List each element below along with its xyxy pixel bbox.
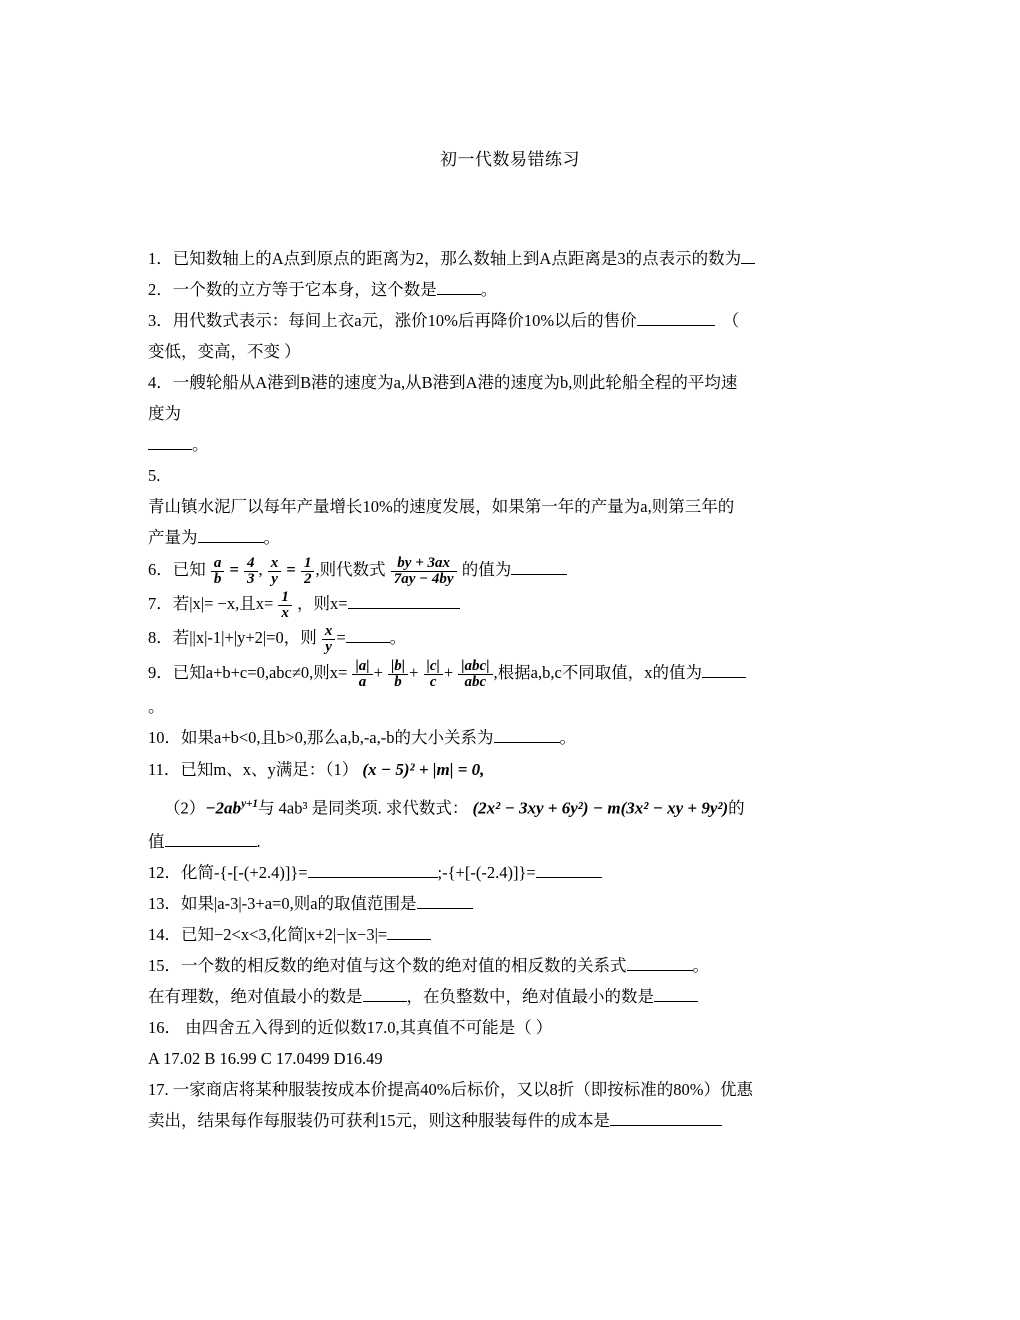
answer-blank[interactable] xyxy=(437,278,481,296)
question-9-mid: ,根据a,b,c不同取值，x的值为 xyxy=(493,663,703,682)
question-16-choices xyxy=(148,1043,878,1074)
question-2-tail: 。 xyxy=(480,280,498,299)
question-3-tail: （ xyxy=(722,311,740,330)
plus-1: + xyxy=(373,663,383,682)
question-15-cont xyxy=(148,981,878,1012)
expression-2a: −2ab xyxy=(205,798,242,818)
question-12-prefix: 12．化简-{-[-(+2.4)]}= xyxy=(148,862,308,882)
answer-blank[interactable] xyxy=(637,309,715,327)
question-4-tail: 。 xyxy=(192,435,209,454)
fraction-abs-c-over-c: $\frac{|c|}{c}$ xyxy=(424,659,443,692)
question-10-text: 10．如果a+b<0,且b>0,那么a,b,-a,-b的大小关系为 xyxy=(148,728,494,747)
fraction-1-over-2: $\frac{1}{2}$ xyxy=(301,556,315,589)
plus-3: + xyxy=(443,663,454,682)
question-3-text: 3．用代数式表示：每间上衣a元，涨价10%后再降价10%以后的售价 xyxy=(148,311,637,330)
question-7-suffix: ，则x= xyxy=(297,594,348,613)
question-11-answer xyxy=(148,826,878,857)
question-9-prefix: 9．已知a+b+c=0,abc≠0,则x= xyxy=(148,663,348,682)
question-1 xyxy=(148,243,878,274)
question-16 xyxy=(148,1012,878,1043)
answer-blank[interactable] xyxy=(417,891,473,909)
question-12-mid: ;-{+[-(-2.4)]}= xyxy=(437,862,536,882)
question-15-cont-prefix: 在有理数，绝对值最小的数是 xyxy=(148,986,363,1006)
answer-blank[interactable] xyxy=(363,984,407,1002)
answer-blank[interactable] xyxy=(198,526,264,544)
question-7-mid: 且x= xyxy=(239,594,274,613)
document-body xyxy=(148,243,878,1136)
question-14 xyxy=(148,919,878,950)
answer-blank[interactable] xyxy=(654,984,698,1002)
fraction-x-over-y: $\frac{x}{y}$ xyxy=(268,556,282,589)
question-5-tail: 。 xyxy=(263,528,280,547)
question-3-options-text: 变低，变高，不变 ） xyxy=(148,342,301,361)
page-title: 初一代数易错练习 xyxy=(440,150,580,169)
question-5-number xyxy=(148,460,878,491)
comma: , xyxy=(258,560,263,579)
answer-blank[interactable] xyxy=(346,626,390,644)
question-17 xyxy=(148,1074,878,1105)
question-15 xyxy=(148,950,878,981)
answer-blank[interactable] xyxy=(536,860,602,878)
question-17-cont xyxy=(148,1105,878,1136)
equals-sign: = xyxy=(229,560,239,579)
question-2 xyxy=(148,274,878,305)
question-10-tail: 。 xyxy=(559,728,577,747)
question-7-neg: −x, xyxy=(217,594,240,613)
answer-blank[interactable] xyxy=(148,433,192,451)
question-15-text: 15．一个数的相反数的绝对值与这个数的绝对值的相反数的关系式 xyxy=(148,955,627,975)
question-16-text: 16． 由四舍五入得到的近似数17.0,其真值不可能是（ ） xyxy=(148,1017,553,1037)
question-1-text: 1．已知数轴上的A点到原点的距离为2，那么数轴上到A点距离是3的点表示的数为 xyxy=(148,249,742,268)
answer-blank[interactable] xyxy=(308,860,438,878)
question-11-answer-tail: . xyxy=(256,831,261,851)
question-11-part2-prefix: （2） xyxy=(164,798,206,818)
question-6-suffix: 的值为 xyxy=(461,560,512,579)
question-8 xyxy=(148,622,878,656)
question-12 xyxy=(148,857,878,888)
question-9-tail-line xyxy=(148,691,878,722)
question-6 xyxy=(148,553,878,588)
expression-3-tail: 的 xyxy=(728,798,745,818)
question-9 xyxy=(148,656,878,691)
question-3 xyxy=(148,305,878,336)
question-4 xyxy=(148,367,878,398)
fraction-4-over-3: $\frac{4}{3}$ xyxy=(244,556,258,589)
answer-blank[interactable] xyxy=(627,953,693,971)
question-15-cont-mid: ，在负整数中，绝对值最小的数是 xyxy=(406,986,654,1006)
question-9-tail: 。 xyxy=(148,697,165,716)
question-5-num: 5. xyxy=(148,466,161,485)
question-4-text: 4．一艘轮船从A港到B港的速度为a,从B港到A港的速度为b,则此轮船全程的平均速 xyxy=(148,373,738,392)
question-2-text: 2．一个数的立方等于它本身，这个数是 xyxy=(148,280,437,299)
answer-blank[interactable] xyxy=(741,247,755,265)
answer-blank[interactable] xyxy=(348,592,460,610)
question-13-text: 13．如果|a-3|-3+a=0,则a的取值范围是 xyxy=(148,893,417,913)
question-11-part2 xyxy=(148,787,878,826)
fraction-expression: $\frac{by + 3ax}{7ay - 4by}$ xyxy=(391,556,457,589)
question-5 xyxy=(148,491,878,522)
question-17-text: 17. 一家商店将某种服装按成本价提高40%后标价，又以8折（即按标准的80%）优惠 xyxy=(148,1079,753,1099)
question-4-cont xyxy=(148,398,878,429)
question-5-text: 青山镇水泥厂以每年产量增长10%的速度发展，如果第一年的产量为a,则第三年的 xyxy=(148,497,735,516)
question-7 xyxy=(148,588,878,622)
fraction-abs-b-over-b: $\frac{|b|}{b}$ xyxy=(388,659,408,692)
question-8-tail: 。 xyxy=(389,628,407,647)
question-11-answer-label: 值 xyxy=(148,831,165,851)
question-16-choices-text: A 17.02 B 16.99 C 17.0499 D16.49 xyxy=(148,1048,383,1068)
question-4-text-2: 度为 xyxy=(148,404,181,423)
question-11 xyxy=(148,753,878,787)
question-8-prefix: 8．若||x|-1|+|y+2|=0，则 xyxy=(148,628,317,647)
answer-blank[interactable] xyxy=(511,558,567,576)
question-7-prefix: 7．若|x|= xyxy=(148,594,218,613)
question-5-cont xyxy=(148,522,878,553)
answer-blank[interactable] xyxy=(165,829,257,847)
answer-blank[interactable] xyxy=(702,661,746,679)
expression-2a-exponent: y+1 xyxy=(241,798,259,810)
answer-blank[interactable] xyxy=(610,1108,722,1126)
answer-blank[interactable] xyxy=(387,922,431,940)
equals-sign-2: = xyxy=(286,560,296,579)
question-13 xyxy=(148,888,878,919)
expression-1: (x − 5)² + |m| = 0, xyxy=(362,760,485,779)
question-14-text: 14．已知−2<x<3,化简|x+2|−|x−3|= xyxy=(148,924,388,944)
fraction-1-over-x: $\frac{1}{x}$ xyxy=(278,590,292,623)
answer-blank[interactable] xyxy=(494,726,560,744)
question-11-prefix: 11．已知m、x、y满足：（1） xyxy=(148,760,359,779)
question-6-prefix: 6．已知 xyxy=(148,560,206,579)
question-4-answer xyxy=(148,429,878,460)
expression-3: (2x² − 3xy + 6y²) − m(3x² − xy + 9y²) xyxy=(472,798,729,818)
fraction-a-over-b: $\frac{a}{b}$ xyxy=(211,556,225,589)
question-15-tail: 。 xyxy=(692,955,709,975)
plus-2: + xyxy=(409,663,419,682)
question-8-mid: = xyxy=(336,628,346,647)
expression-2b: 与 4ab³ 是同类项. 求代数式： xyxy=(258,798,469,818)
question-17-cont-text: 卖出，结果每作每服装仍可获利15元，则这种服装每件的成本是 xyxy=(148,1110,610,1130)
question-3-options xyxy=(148,336,878,367)
fraction-abs-a-over-a: $\frac{|a|}{a}$ xyxy=(352,659,372,692)
question-5-text-2: 产量为 xyxy=(148,528,198,547)
fraction-x-over-y-2: $\frac{x}{y}$ xyxy=(322,624,336,657)
fraction-abs-abc-over-abc: $\frac{\text{|abc|}}{\text{abc}}$ xyxy=(458,659,492,692)
question-6-mid: ,则代数式 xyxy=(315,560,386,579)
question-10 xyxy=(148,722,878,753)
